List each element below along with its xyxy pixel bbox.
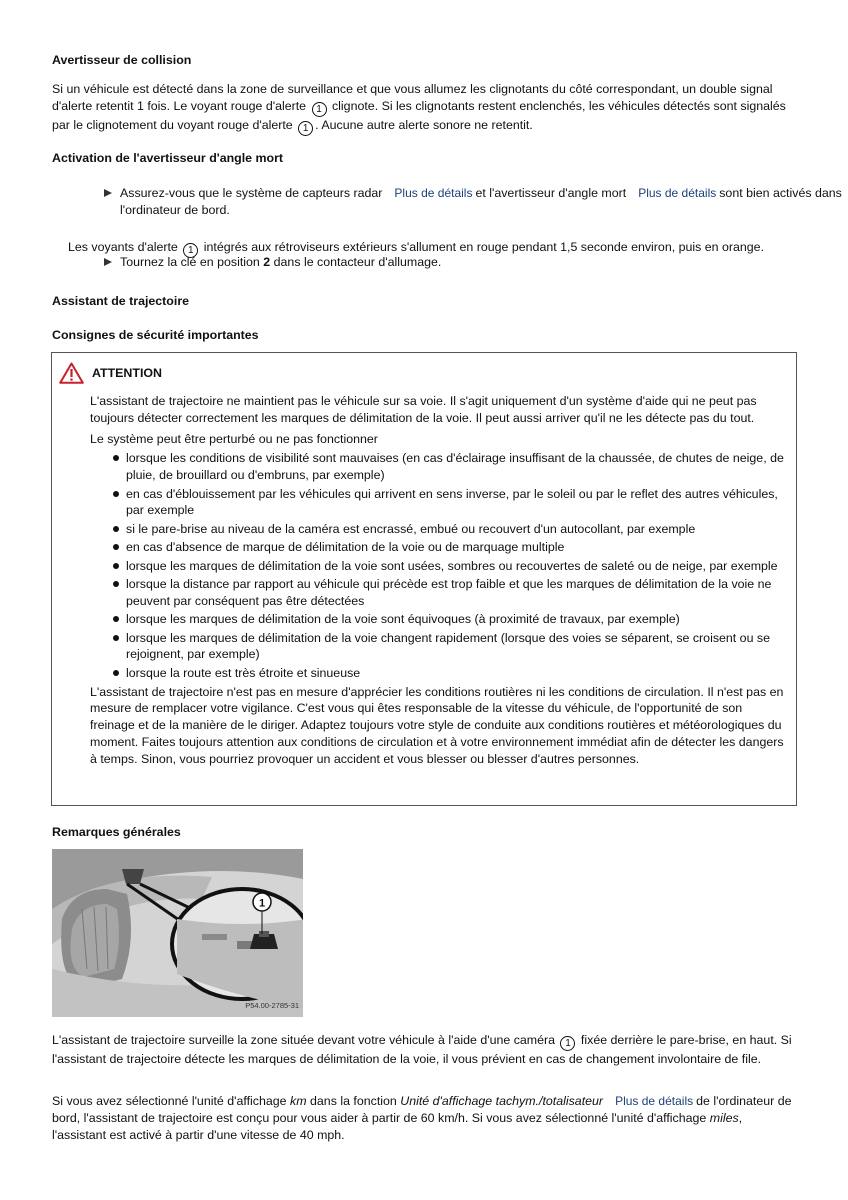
list-item: lorsque les marques de délimitation de la voie sont équivoques (à proximité de travaux, par exemple) bbox=[90, 611, 790, 628]
list-item: lorsque la distance par rapport au véhicule qui précède est trop faible et que les marques de délimitation de la voie ne peuvent par conséquent pas être détectées bbox=[90, 576, 790, 610]
warning-paragraph-3: L'assistant de trajectoire n'est pas en mesure d'apprécier les conditions routières ni les conditions de circulation. Il n'est pas en mesure de remplacer votre vigilance. C'est vous qui êtes responsable de la vitesse du véhicule, de l'opportunité de son freinage et de la manière de le diriger. Adaptez toujours votre style de conduite aux conditions routières et météorologiques du moment. Faites toujours attention aux conditions de circulation et à votre environnement immédiat afin de détecter les dangers à temps. Sinon, vous pourriez provoquer un accident et vous blesser ou blesser d'autres personnes. bbox=[90, 684, 784, 766]
list-item: lorsque les marques de délimitation de la voie sont usées, sombres ou recouvertes de saleté ou de neige, par exemple bbox=[90, 558, 790, 575]
lane-assist-title: Assistant de trajectoire bbox=[52, 294, 190, 308]
list-item: si le pare-brise au niveau de la caméra est encrassé, embué ou recouvert d'un autocollant, par exemple bbox=[90, 521, 790, 538]
step-1: Assurez-vous que le système de capteurs radar Plus de détails et l'avertisseur d'angle mort Plus de détails sont bien activés dans l'ordinateur de bord. bbox=[104, 185, 848, 219]
callout-1-icon: 1 bbox=[312, 102, 327, 117]
more-details-link-blind-spot[interactable]: Plus de détails bbox=[638, 186, 717, 200]
list-item: lorsque la route est très étroite et sinueuse bbox=[90, 665, 790, 682]
list-item: lorsque les conditions de visibilité sont mauvaises (en cas d'éclairage insuffisant de la chaussée, de chutes de neige, de pluie, de brouillard ou d'embruns, par exemple) bbox=[90, 450, 790, 484]
warning-box bbox=[51, 352, 797, 806]
camera-illustration bbox=[52, 849, 303, 1017]
collision-warning-title: Avertisseur de collision bbox=[52, 53, 192, 67]
figure-callout-1: 1 bbox=[258, 897, 266, 910]
safety-title: Consignes de sécurité importantes bbox=[52, 328, 259, 342]
activation-title: Activation de l'avertisseur d'angle mort bbox=[52, 151, 284, 165]
general-paragraph-1: L'assistant de trajectoire surveille la zone située devant votre véhicule à l'aide d'une caméra 1 fixée derrière le pare-brise, en haut. Si l'assistant de trajectoire détecte les marques de délimitation de la voie, il vous prévient en cas de changement involontaire de file. bbox=[52, 1033, 792, 1066]
list-item: lorsque les marques de délimitation de la voie changent rapidement (lorsque des voies se séparent, se croisent ou se rejoignent, par exemple) bbox=[90, 630, 790, 664]
callout-1-icon: 1 bbox=[560, 1036, 575, 1051]
warning-content bbox=[90, 393, 790, 767]
step-result: Les voyants d'alerte 1 intégrés aux rétroviseurs extérieurs s'allument en rouge pendant 1,5 seconde environ, puis en orange. bbox=[68, 240, 765, 256]
step-2: Tournez la clé en position 2 dans le contacteur d'allumage. bbox=[104, 254, 848, 271]
list-item: en cas d'éblouissement par les véhicules qui arrivent en sens inverse, par le soleil ou par le reflet des autres véhicules, par exemple bbox=[90, 486, 790, 520]
callout-1-icon: 1 bbox=[298, 121, 313, 136]
warning-list bbox=[90, 450, 790, 681]
general-paragraph-2: Si vous avez sélectionné l'unité d'affichage km dans la fonction Unité d'affichage tachym./totalisateur Plus de détails de l'ordinateur de bord, l'assistant de trajectoire est conçu pour vous aider à partir de 60 km/h. Si vous avez sélectionné l'unité d'affichage miles, l'assistant est activé à partir d'une vitesse de 40 mph. bbox=[52, 1094, 792, 1142]
list-item: en cas d'absence de marque de délimitation de la voie ou de marquage multiple bbox=[90, 539, 790, 556]
warning-paragraph-2: Le système peut être perturbé ou ne pas fonctionner bbox=[90, 431, 378, 446]
warning-triangle-icon bbox=[59, 362, 84, 384]
step-arrow-icon bbox=[104, 258, 112, 266]
step-arrow-icon bbox=[104, 189, 112, 197]
warning-paragraph-1: L'assistant de trajectoire ne maintient pas le véhicule sur sa voie. Il s'agit uniquement d'un système d'aide qui ne peut pas toujours détecter correctement les marques de délimitation de la voie. Il peut aussi arriver qu'il ne les détecte pas du tout. bbox=[90, 394, 757, 425]
car-interior-image bbox=[52, 849, 303, 1017]
warning-header bbox=[59, 361, 162, 385]
collision-warning-text: Si un véhicule est détecté dans la zone de surveillance et que vous allumez les clignotants du côté correspondant, un double signal d'alerte retentit 1 fois. Le voyant rouge d'alerte 1 clignote. Si les clignotants restent enclenchés, les véhicules détectés sont signalés par le clignotement du voyant rouge d'alerte 1 . Aucune autre alerte sonore ne retentit. bbox=[52, 82, 786, 134]
warning-label: ATTENTION bbox=[92, 365, 162, 380]
general-remarks-title: Remarques générales bbox=[52, 825, 181, 839]
more-details-link-display-unit[interactable]: Plus de détails bbox=[615, 1094, 694, 1108]
more-details-link-radar[interactable]: Plus de détails bbox=[394, 186, 473, 200]
callout-1-icon: 1 bbox=[183, 243, 198, 258]
figure-reference: P54.00-2785-31 bbox=[245, 1001, 299, 1011]
